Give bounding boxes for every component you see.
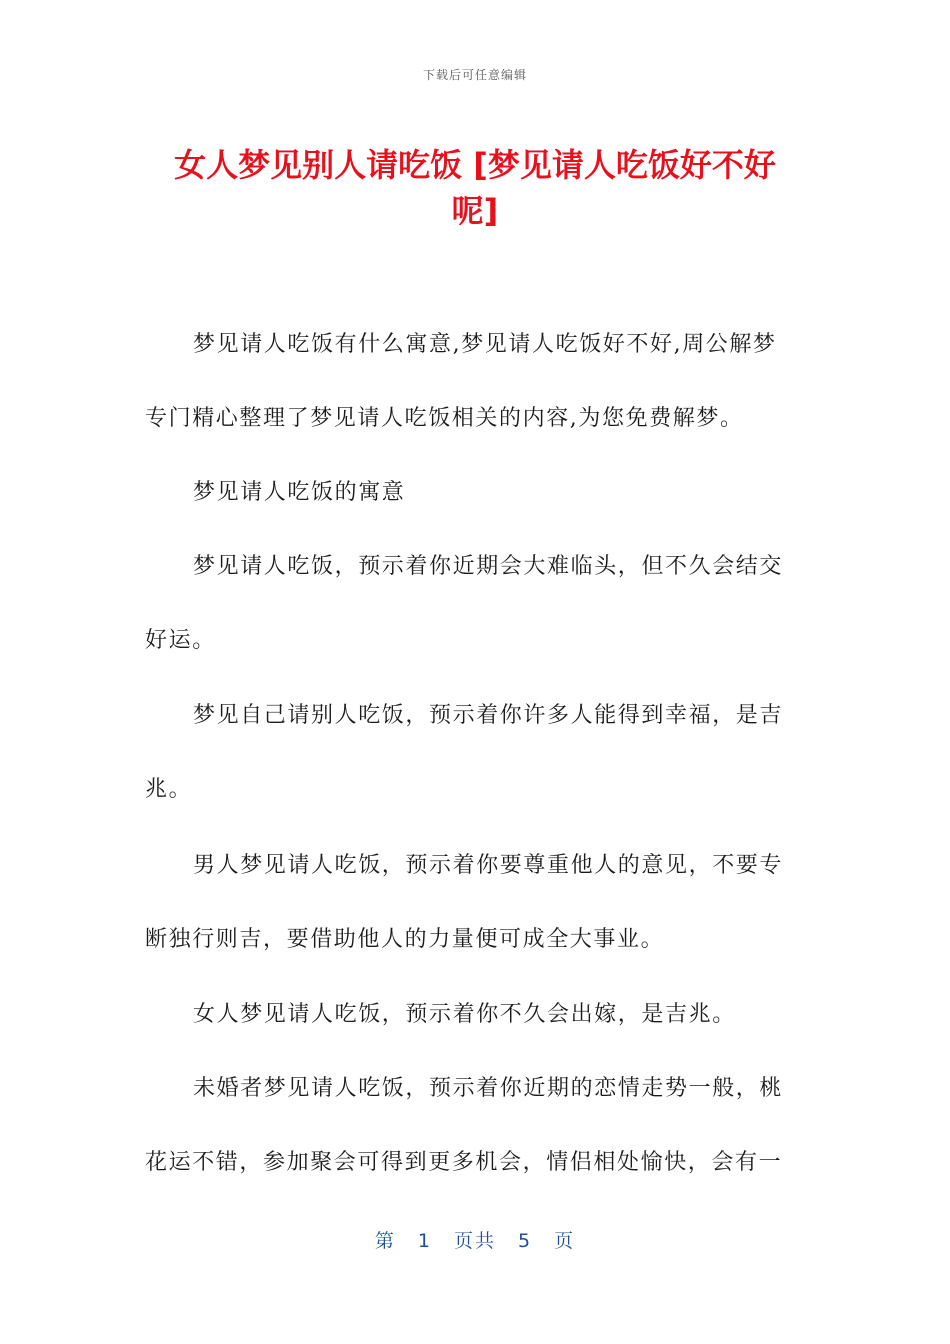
header-note: 下载后可任意编辑 [422, 68, 527, 82]
paragraph-line: 梦见请人吃饭的寓意 [193, 480, 406, 505]
paragraph-line: 梦见自己请别人吃饭，预示着你许多人能得到幸福，是吉 [193, 703, 784, 728]
paragraph-line: 梦见请人吃饭，预示着你近期会大难临头，但不久会结交 [193, 554, 784, 579]
footer-middle: 页共 [453, 1230, 496, 1252]
paragraph-line: 断独行则吉，要借助他人的力量便可成全大事业。 [145, 927, 665, 952]
paragraph-self-invite [145, 679, 795, 827]
paragraph-line: 兆。 [145, 777, 193, 802]
paragraph-unmarried [145, 1052, 795, 1200]
paragraph-line: 好运。 [145, 628, 216, 653]
document-title [140, 142, 810, 234]
page-footer [0, 1226, 950, 1253]
paragraph-intro [145, 308, 795, 456]
paragraph-man [145, 829, 795, 977]
paragraph-line: 梦见请人吃饭有什么寓意,梦见请人吃饭好不好,周公解梦 [193, 332, 777, 357]
paragraph-line: 男人梦见请人吃饭，预示着你要尊重他人的意见，不要专 [193, 853, 784, 878]
title-line-2: 呢] [451, 192, 499, 230]
footer-suffix: 页 [554, 1230, 576, 1252]
title-line-1: 女人梦见别人请吃饭 [梦见请人吃饭好不好 [174, 146, 776, 184]
current-page-number: 1 [417, 1230, 432, 1252]
paragraph-woman [145, 978, 795, 1052]
paragraph-subheading [145, 456, 795, 530]
footer-prefix: 第 [374, 1230, 396, 1252]
total-pages-number: 5 [518, 1230, 533, 1252]
paragraph-line: 未婚者梦见请人吃饭，预示着你近期的恋情走势一般，桃 [193, 1076, 784, 1101]
paragraph-line: 女人梦见请人吃饭，预示着你不久会出嫁，是吉兆。 [193, 1002, 736, 1027]
paragraph-line: 花运不错，参加聚会可得到更多机会，情侣相处愉快，会有一 [145, 1150, 783, 1175]
paragraph-line: 专门精心整理了梦见请人吃饭相关的内容,为您免费解梦。 [145, 406, 744, 431]
paragraph-meaning [145, 530, 795, 678]
